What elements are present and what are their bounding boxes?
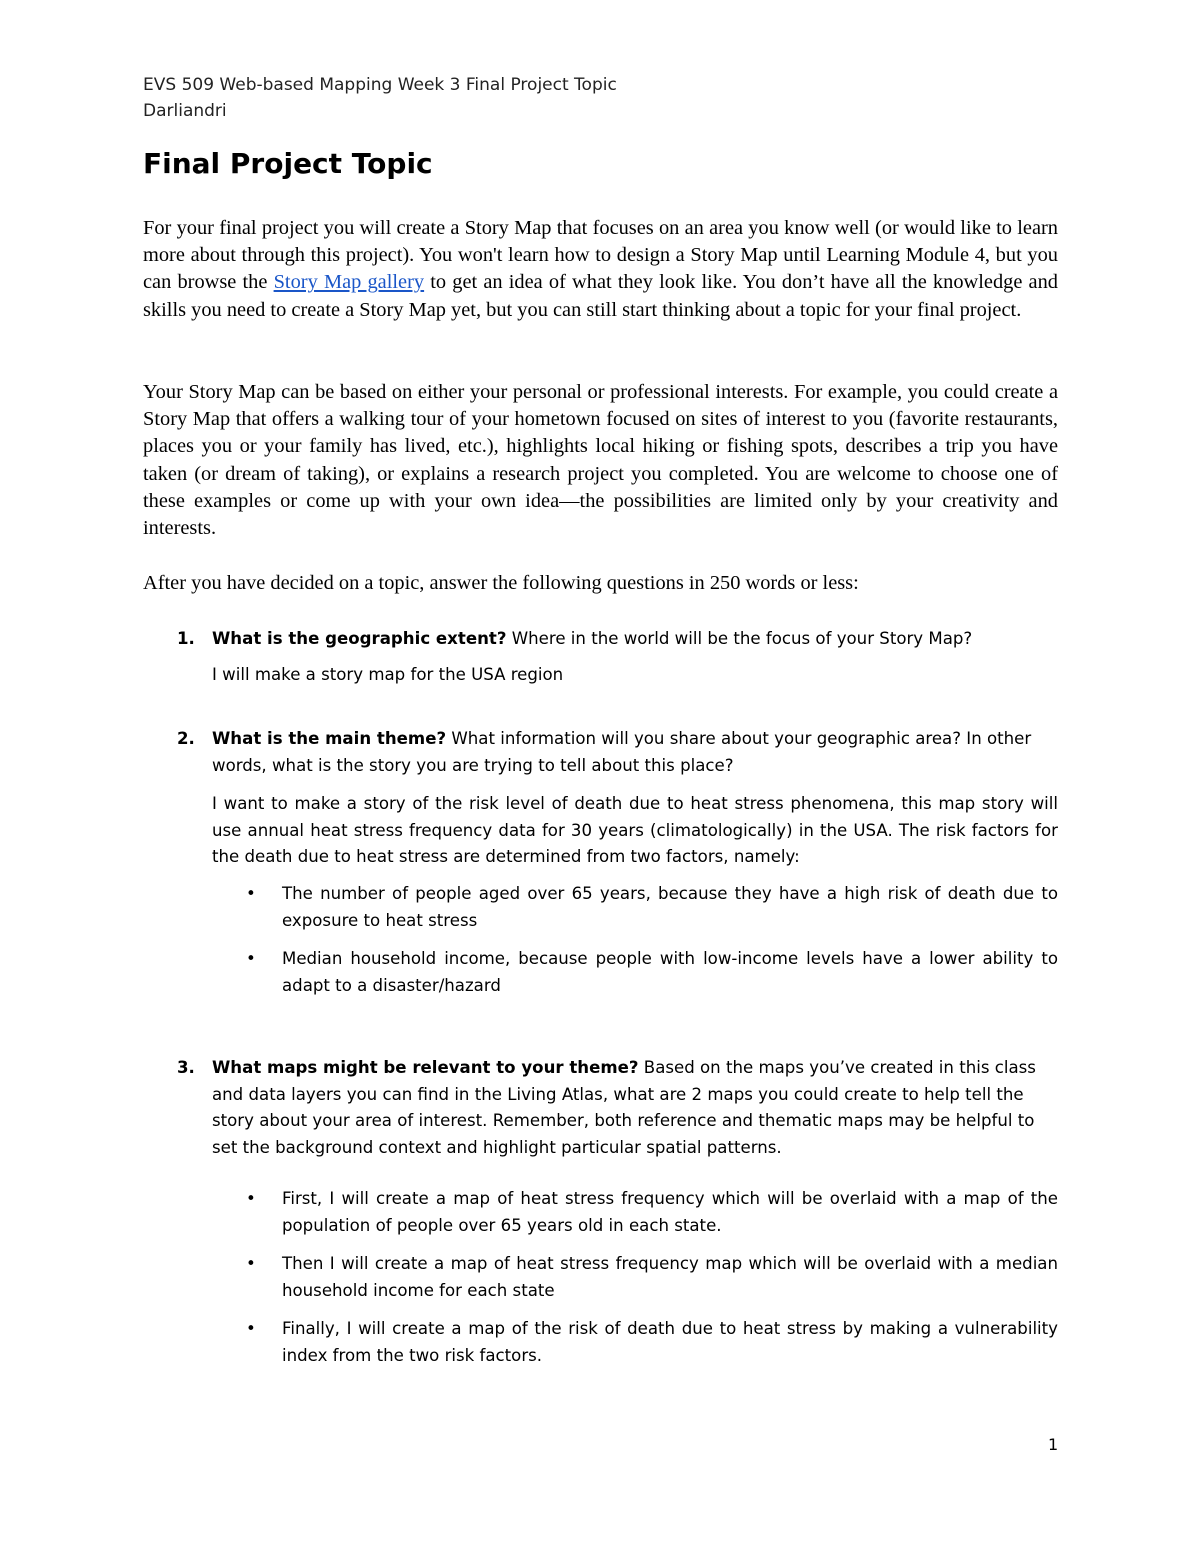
list-item <box>212 1186 1058 1239</box>
question-heading: What is the geographic extent? <box>212 629 507 648</box>
header-course-line: EVS 509 Web-based Mapping Week 3 Final Project Topic <box>143 75 617 95</box>
list-item-text: The number of people aged over 65 years, because they have a high risk of death due to exposure to heat stress <box>282 884 1058 930</box>
question-number: 1. <box>177 629 195 648</box>
question-text <box>212 1055 1058 1161</box>
answer-2: I want to make a story of the risk level of death due to heat stress phenomena, this map story will use annual heat stress frequency data for 30 years (climatologically) in the USA. The risk factors for the death due to heat stress are determined from two factors, namely: <box>212 794 1058 866</box>
header-author-line: Darliandri <box>143 101 227 121</box>
question-number: 2. <box>177 729 195 748</box>
list-item-text: Then I will create a map of heat stress frequency map which will be overlaid with a median household income for each state <box>282 1254 1058 1300</box>
bullet-icon: • <box>246 884 256 903</box>
answer-1: I will make a story map for the USA region <box>212 665 564 684</box>
intro-paragraph-3: After you have decided on a topic, answer the following questions in 250 words or less: <box>143 572 859 594</box>
question-text <box>212 726 1058 779</box>
bullet-icon: • <box>246 949 256 968</box>
question-heading: What maps might be relevant to your theme? <box>212 1058 639 1077</box>
list-item <box>212 1251 1058 1304</box>
question-2 <box>143 726 1058 779</box>
question-number: 3. <box>177 1058 195 1077</box>
intro-paragraph-2: Your Story Map can be based on either your personal or professional interests. For example, you could create a Story Map that offers a walking tour of your hometown focused on sites of interest to you (favorite restaurants, places you or your family has lived, etc.), highlights local hiking or fishing spots, describes a trip you have taken (or dream of taking), or explains a research project you completed. You are welcome to choose one of these examples or come up with your own idea—the possibilities are limited only by your creativity and interests. <box>143 381 1058 540</box>
list-item <box>212 946 1058 999</box>
question-3 <box>143 1055 1058 1161</box>
list-item-text: Finally, I will create a map of the risk of death due to heat stress by making a vulnerability index from the two risk factors. <box>282 1319 1058 1365</box>
story-map-gallery-link[interactable]: Story Map gallery <box>273 271 425 294</box>
question-1 <box>143 626 1058 653</box>
list-item-text: Median household income, because people with low-income levels have a lower ability to adapt to a disaster/hazard <box>282 949 1058 995</box>
page-title: Final Project Topic <box>143 147 433 180</box>
question-body: Based on the maps you’ve created in this class and data layers you can find in the Living Atlas, what are 2 maps you could create to help tell the story about your area of interest. Remember, both reference and thematic maps may be helpful to set the background context and highlight particular spatial patterns. <box>212 1058 1036 1157</box>
question-text <box>212 626 1058 653</box>
list-item <box>212 881 1058 934</box>
list-item-text: First, I will create a map of heat stress frequency which will be overlaid with a map of the population of people over 65 years old in each state. <box>282 1189 1058 1235</box>
bullet-icon: • <box>246 1254 256 1273</box>
bullet-icon: • <box>246 1189 256 1208</box>
intro-p1-text-b: to get an idea of what they look like. You don’t have all the knowledge and skills you need to create a Story Map yet, but you can still start thinking about a topic for your final project. <box>143 271 1058 321</box>
question-body: What information will you share about your geographic area? In other words, what is the story you are trying to tell about this place? <box>212 729 1032 775</box>
document-header <box>143 72 617 124</box>
intro-paragraph-1 <box>143 215 1058 324</box>
page-number: 1 <box>1048 1435 1059 1454</box>
intro-p1-text-a: For your final project you will create a Story Map that focuses on an area you know well (or would like to learn more about through this project). You won't learn how to design a Story Map until Learning Module 4, but you can browse the <box>143 217 1058 294</box>
list-item <box>212 1316 1058 1369</box>
question-heading: What is the main theme? <box>212 729 447 748</box>
bullet-icon: • <box>246 1319 256 1338</box>
question-body: Where in the world will be the focus of your Story Map? <box>506 629 973 648</box>
